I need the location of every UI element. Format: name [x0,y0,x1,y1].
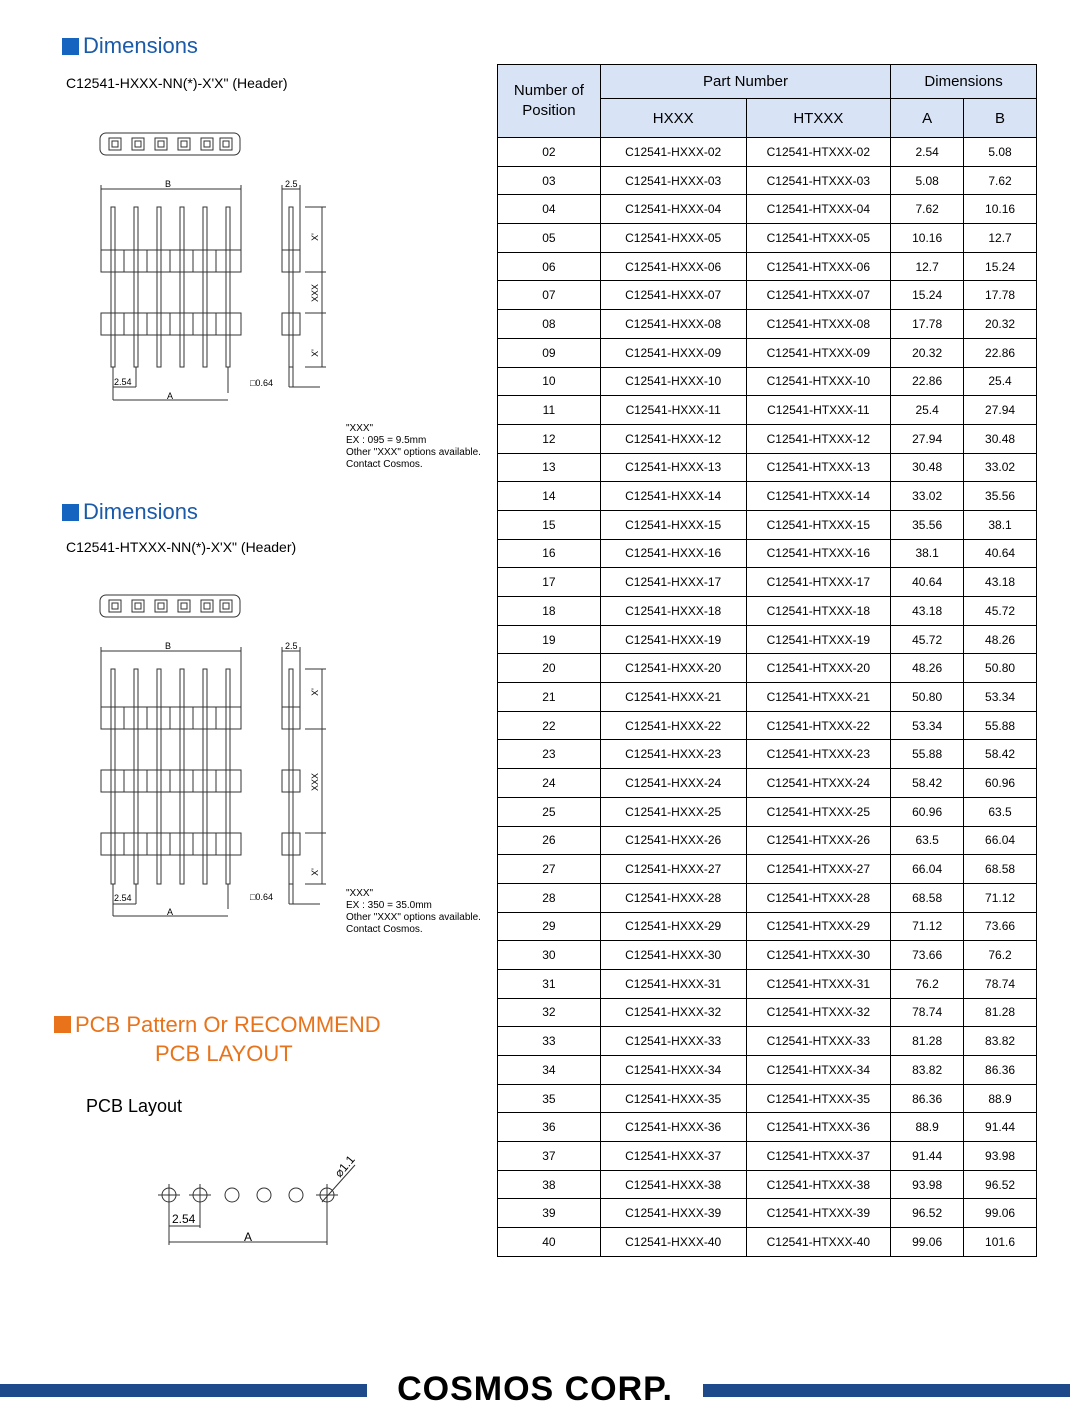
cell-a: 60.96 [891,797,964,826]
cell-hxxx: C12541-HXXX-35 [600,1084,746,1113]
cell-htxxx: C12541-HTXXX-23 [746,740,891,769]
table-row [498,224,1037,253]
cell-hxxx: C12541-HXXX-29 [600,912,746,941]
cell-htxxx: C12541-HTXXX-02 [746,138,891,167]
cell-position: 30 [498,941,601,970]
table-row [498,711,1037,740]
header-drawing-1 [90,125,340,410]
dim-label-x-top: X' [310,688,320,696]
cell-htxxx: C12541-HTXXX-14 [746,482,891,511]
cell-hxxx: C12541-HXXX-04 [600,195,746,224]
cell-a: 58.42 [891,769,964,798]
cell-b: 35.56 [964,482,1037,511]
cell-htxxx: C12541-HTXXX-22 [746,711,891,740]
table-row [498,510,1037,539]
cell-a: 53.34 [891,711,964,740]
section3-subtitle: PCB Layout [86,1096,183,1116]
cell-htxxx: C12541-HTXXX-03 [746,166,891,195]
table-row [498,654,1037,683]
cell-b: 81.28 [964,998,1037,1027]
cell-hxxx: C12541-HXXX-39 [600,1199,746,1228]
cell-htxxx: C12541-HTXXX-16 [746,539,891,568]
table-row [498,1084,1037,1113]
cell-hxxx: C12541-HXXX-17 [600,568,746,597]
cell-htxxx: C12541-HTXXX-30 [746,941,891,970]
cell-hxxx: C12541-HXXX-14 [600,482,746,511]
cell-hxxx: C12541-HXXX-05 [600,224,746,253]
header-dimensions: Dimensions [891,65,1037,99]
cell-a: 88.9 [891,1113,964,1142]
cell-a: 35.56 [891,510,964,539]
cell-b: 43.18 [964,568,1037,597]
cell-hxxx: C12541-HXXX-07 [600,281,746,310]
cell-htxxx: C12541-HTXXX-19 [746,625,891,654]
table-row [498,998,1037,1027]
footer-bar-left [0,1384,367,1397]
cell-hxxx: C12541-HXXX-10 [600,367,746,396]
table-row [498,396,1037,425]
cell-a: 50.80 [891,683,964,712]
cell-position: 14 [498,482,601,511]
cell-hxxx: C12541-HXXX-30 [600,941,746,970]
cell-htxxx: C12541-HTXXX-07 [746,281,891,310]
cell-b: 88.9 [964,1084,1037,1113]
cell-b: 10.16 [964,195,1037,224]
cell-position: 22 [498,711,601,740]
dim-label-width: 2.5 [285,179,298,189]
cell-b: 5.08 [964,138,1037,167]
cell-b: 99.06 [964,1199,1037,1228]
table-row [498,453,1037,482]
cell-a: 66.04 [891,855,964,884]
table-row [498,1113,1037,1142]
cell-b: 76.2 [964,941,1037,970]
cell-htxxx: C12541-HTXXX-11 [746,396,891,425]
table-row [498,597,1037,626]
cell-b: 15.24 [964,252,1037,281]
cell-b: 48.26 [964,625,1037,654]
table-row [498,568,1037,597]
cell-hxxx: C12541-HXXX-13 [600,453,746,482]
cell-b: 96.52 [964,1170,1037,1199]
cell-hxxx: C12541-HXXX-11 [600,396,746,425]
section1-subtitle: C12541-HXXX-NN(*)-X'X" (Header) [66,75,288,91]
cell-a: 15.24 [891,281,964,310]
table-row [498,424,1037,453]
header-b: B [964,99,1037,138]
cell-hxxx: C12541-HXXX-21 [600,683,746,712]
cell-position: 27 [498,855,601,884]
header-part-number: Part Number [600,65,890,99]
cell-hxxx: C12541-HXXX-26 [600,826,746,855]
cell-htxxx: C12541-HTXXX-36 [746,1113,891,1142]
cell-hxxx: C12541-HXXX-31 [600,969,746,998]
table-row [498,1027,1037,1056]
cell-a: 30.48 [891,453,964,482]
square-bullet-icon [62,38,79,55]
cell-hxxx: C12541-HXXX-18 [600,597,746,626]
cell-hxxx: C12541-HXXX-20 [600,654,746,683]
cell-position: 31 [498,969,601,998]
cell-hxxx: C12541-HXXX-12 [600,424,746,453]
cell-position: 08 [498,310,601,339]
cell-a: 81.28 [891,1027,964,1056]
cell-b: 86.36 [964,1056,1037,1085]
section2-note: "XXX" EX : 350 = 35.0mm Other "XXX" options available. Contact Cosmos. [346,888,481,935]
cell-htxxx: C12541-HTXXX-33 [746,1027,891,1056]
footer-bar-right [703,1384,1070,1397]
cell-a: 2.54 [891,138,964,167]
cell-hxxx: C12541-HXXX-25 [600,797,746,826]
cell-htxxx: C12541-HTXXX-32 [746,998,891,1027]
cell-hxxx: C12541-HXXX-23 [600,740,746,769]
cell-a: 10.16 [891,224,964,253]
table-row [498,883,1037,912]
cell-a: 96.52 [891,1199,964,1228]
dim-label-b: B [164,641,172,651]
cell-position: 17 [498,568,601,597]
cell-position: 18 [498,597,601,626]
header-htxxx: HTXXX [746,99,891,138]
cell-position: 12 [498,424,601,453]
cell-htxxx: C12541-HTXXX-28 [746,883,891,912]
table-row [498,855,1037,884]
dim-label-xxx: XXX [310,772,320,792]
cell-position: 37 [498,1142,601,1171]
cell-a: 43.18 [891,597,964,626]
cell-b: 93.98 [964,1142,1037,1171]
header-hxxx: HXXX [600,99,746,138]
cell-hxxx: C12541-HXXX-27 [600,855,746,884]
cell-position: 07 [498,281,601,310]
table-row [498,941,1037,970]
cell-htxxx: C12541-HTXXX-40 [746,1228,891,1257]
cell-hxxx: C12541-HXXX-09 [600,338,746,367]
cell-htxxx: C12541-HTXXX-25 [746,797,891,826]
cell-position: 16 [498,539,601,568]
cell-position: 03 [498,166,601,195]
cell-a: 12.7 [891,252,964,281]
cell-position: 04 [498,195,601,224]
cell-htxxx: C12541-HTXXX-05 [746,224,891,253]
table-row [498,338,1037,367]
cell-a: 38.1 [891,539,964,568]
table-row [498,195,1037,224]
square-bullet-icon [54,1016,71,1033]
cell-b: 71.12 [964,883,1037,912]
cell-htxxx: C12541-HTXXX-04 [746,195,891,224]
cell-hxxx: C12541-HXXX-38 [600,1170,746,1199]
cell-b: 17.78 [964,281,1037,310]
company-name: COSMOS CORP. [397,1370,673,1408]
cell-position: 39 [498,1199,601,1228]
dim-label-x-top: X' [310,233,320,241]
cell-a: 5.08 [891,166,964,195]
table-row [498,166,1037,195]
table-row [498,740,1037,769]
cell-htxxx: C12541-HTXXX-39 [746,1199,891,1228]
cell-htxxx: C12541-HTXXX-06 [746,252,891,281]
cell-position: 26 [498,826,601,855]
cell-htxxx: C12541-HTXXX-15 [746,510,891,539]
cell-htxxx: C12541-HTXXX-18 [746,597,891,626]
cell-hxxx: C12541-HXXX-22 [600,711,746,740]
cell-b: 40.64 [964,539,1037,568]
cell-a: 7.62 [891,195,964,224]
section1-note: "XXX" EX : 095 = 9.5mm Other "XXX" options available. Contact Cosmos. [346,423,481,470]
cell-hxxx: C12541-HXXX-02 [600,138,746,167]
table-row [498,1142,1037,1171]
cell-hxxx: C12541-HXXX-40 [600,1228,746,1257]
cell-hxxx: C12541-HXXX-36 [600,1113,746,1142]
table-row [498,138,1037,167]
pcb-label-a: A [243,1230,253,1244]
cell-position: 35 [498,1084,601,1113]
cell-position: 28 [498,883,601,912]
cell-position: 05 [498,224,601,253]
cell-position: 10 [498,367,601,396]
dim-label-pin: □0.64 [250,892,273,902]
table-row [498,1199,1037,1228]
cell-htxxx: C12541-HTXXX-34 [746,1056,891,1085]
cell-position: 36 [498,1113,601,1142]
cell-position: 19 [498,625,601,654]
cell-htxxx: C12541-HTXXX-09 [746,338,891,367]
cell-hxxx: C12541-HXXX-34 [600,1056,746,1085]
cell-a: 25.4 [891,396,964,425]
cell-hxxx: C12541-HXXX-15 [600,510,746,539]
cell-position: 21 [498,683,601,712]
dim-label-pitch: 2.54 [114,893,132,903]
cell-position: 13 [498,453,601,482]
cell-htxxx: C12541-HTXXX-24 [746,769,891,798]
cell-b: 101.6 [964,1228,1037,1257]
cell-b: 25.4 [964,367,1037,396]
cell-htxxx: C12541-HTXXX-31 [746,969,891,998]
pcb-label-diameter: ⌀1.1 [331,1152,358,1180]
cell-hxxx: C12541-HXXX-24 [600,769,746,798]
table-row [498,683,1037,712]
cell-htxxx: C12541-HTXXX-35 [746,1084,891,1113]
cell-position: 24 [498,769,601,798]
table-row [498,367,1037,396]
header-number-of-position: Number of Position [498,65,601,138]
cell-a: 99.06 [891,1228,964,1257]
dim-label-x-bottom: X' [310,868,320,876]
dim-label-pitch: 2.54 [114,377,132,387]
dim-label-pin: □0.64 [250,378,273,388]
cell-a: 45.72 [891,625,964,654]
section1-title: Dimensions [62,33,198,59]
header-drawing-2 [90,587,340,922]
cell-position: 09 [498,338,601,367]
cell-position: 06 [498,252,601,281]
header-a: A [891,99,964,138]
part-number-table [497,64,1037,1257]
cell-b: 58.42 [964,740,1037,769]
cell-position: 40 [498,1228,601,1257]
cell-b: 7.62 [964,166,1037,195]
cell-b: 45.72 [964,597,1037,626]
cell-a: 17.78 [891,310,964,339]
cell-hxxx: C12541-HXXX-06 [600,252,746,281]
cell-b: 60.96 [964,769,1037,798]
table-row [498,912,1037,941]
cell-a: 83.82 [891,1056,964,1085]
dim-label-xxx: XXX [310,283,320,303]
cell-b: 12.7 [964,224,1037,253]
cell-hxxx: C12541-HXXX-33 [600,1027,746,1056]
table-row [498,310,1037,339]
cell-hxxx: C12541-HXXX-37 [600,1142,746,1171]
cell-b: 38.1 [964,510,1037,539]
cell-a: 73.66 [891,941,964,970]
cell-position: 11 [498,396,601,425]
table-row [498,1170,1037,1199]
table-row [498,969,1037,998]
cell-hxxx: C12541-HXXX-19 [600,625,746,654]
cell-a: 40.64 [891,568,964,597]
cell-b: 50.80 [964,654,1037,683]
cell-position: 33 [498,1027,601,1056]
cell-hxxx: C12541-HXXX-03 [600,166,746,195]
dim-label-x-bottom: X' [310,349,320,357]
cell-position: 29 [498,912,601,941]
square-bullet-icon [62,504,79,521]
cell-hxxx: C12541-HXXX-08 [600,310,746,339]
table-row [498,826,1037,855]
dim-label-b: B [164,179,172,189]
cell-a: 55.88 [891,740,964,769]
table-row [498,797,1037,826]
cell-htxxx: C12541-HTXXX-27 [746,855,891,884]
dim-label-a: A [166,907,174,917]
cell-htxxx: C12541-HTXXX-13 [746,453,891,482]
cell-htxxx: C12541-HTXXX-17 [746,568,891,597]
cell-htxxx: C12541-HTXXX-12 [746,424,891,453]
cell-position: 15 [498,510,601,539]
cell-position: 02 [498,138,601,167]
cell-a: 71.12 [891,912,964,941]
cell-b: 78.74 [964,969,1037,998]
cell-position: 23 [498,740,601,769]
section3-title: PCB Pattern Or RECOMMEND PCB LAYOUT [54,1010,381,1068]
cell-a: 22.86 [891,367,964,396]
cell-hxxx: C12541-HXXX-28 [600,883,746,912]
cell-b: 53.34 [964,683,1037,712]
table-body [498,138,1037,1257]
cell-b: 27.94 [964,396,1037,425]
pcb-label-pitch: 2.54 [172,1212,196,1226]
table-row [498,482,1037,511]
cell-b: 33.02 [964,453,1037,482]
table-row [498,769,1037,798]
cell-b: 66.04 [964,826,1037,855]
dim-label-width: 2.5 [285,641,298,651]
cell-position: 25 [498,797,601,826]
cell-position: 32 [498,998,601,1027]
section2-title: Dimensions [62,499,198,525]
dim-label-a: A [166,391,174,401]
cell-htxxx: C12541-HTXXX-38 [746,1170,891,1199]
cell-a: 91.44 [891,1142,964,1171]
cell-htxxx: C12541-HTXXX-37 [746,1142,891,1171]
cell-hxxx: C12541-HXXX-32 [600,998,746,1027]
cell-a: 93.98 [891,1170,964,1199]
cell-b: 22.86 [964,338,1037,367]
cell-b: 55.88 [964,711,1037,740]
cell-b: 73.66 [964,912,1037,941]
cell-b: 68.58 [964,855,1037,884]
cell-hxxx: C12541-HXXX-16 [600,539,746,568]
cell-htxxx: C12541-HTXXX-21 [746,683,891,712]
cell-a: 76.2 [891,969,964,998]
cell-position: 34 [498,1056,601,1085]
cell-a: 63.5 [891,826,964,855]
cell-htxxx: C12541-HTXXX-26 [746,826,891,855]
cell-b: 20.32 [964,310,1037,339]
cell-b: 30.48 [964,424,1037,453]
cell-a: 27.94 [891,424,964,453]
cell-a: 48.26 [891,654,964,683]
cell-b: 91.44 [964,1113,1037,1142]
cell-position: 38 [498,1170,601,1199]
cell-htxxx: C12541-HTXXX-10 [746,367,891,396]
cell-a: 78.74 [891,998,964,1027]
cell-htxxx: C12541-HTXXX-29 [746,912,891,941]
table-row [498,1056,1037,1085]
table-row [498,252,1037,281]
cell-b: 83.82 [964,1027,1037,1056]
cell-a: 86.36 [891,1084,964,1113]
cell-b: 63.5 [964,797,1037,826]
table-row [498,281,1037,310]
cell-a: 20.32 [891,338,964,367]
cell-htxxx: C12541-HTXXX-20 [746,654,891,683]
cell-a: 33.02 [891,482,964,511]
cell-a: 68.58 [891,883,964,912]
cell-htxxx: C12541-HTXXX-08 [746,310,891,339]
cell-position: 20 [498,654,601,683]
table-row [498,539,1037,568]
table-row [498,625,1037,654]
section2-subtitle: C12541-HTXXX-NN(*)-X'X" (Header) [66,539,297,555]
table-row [498,1228,1037,1257]
pcb-layout-drawing [150,1150,370,1250]
